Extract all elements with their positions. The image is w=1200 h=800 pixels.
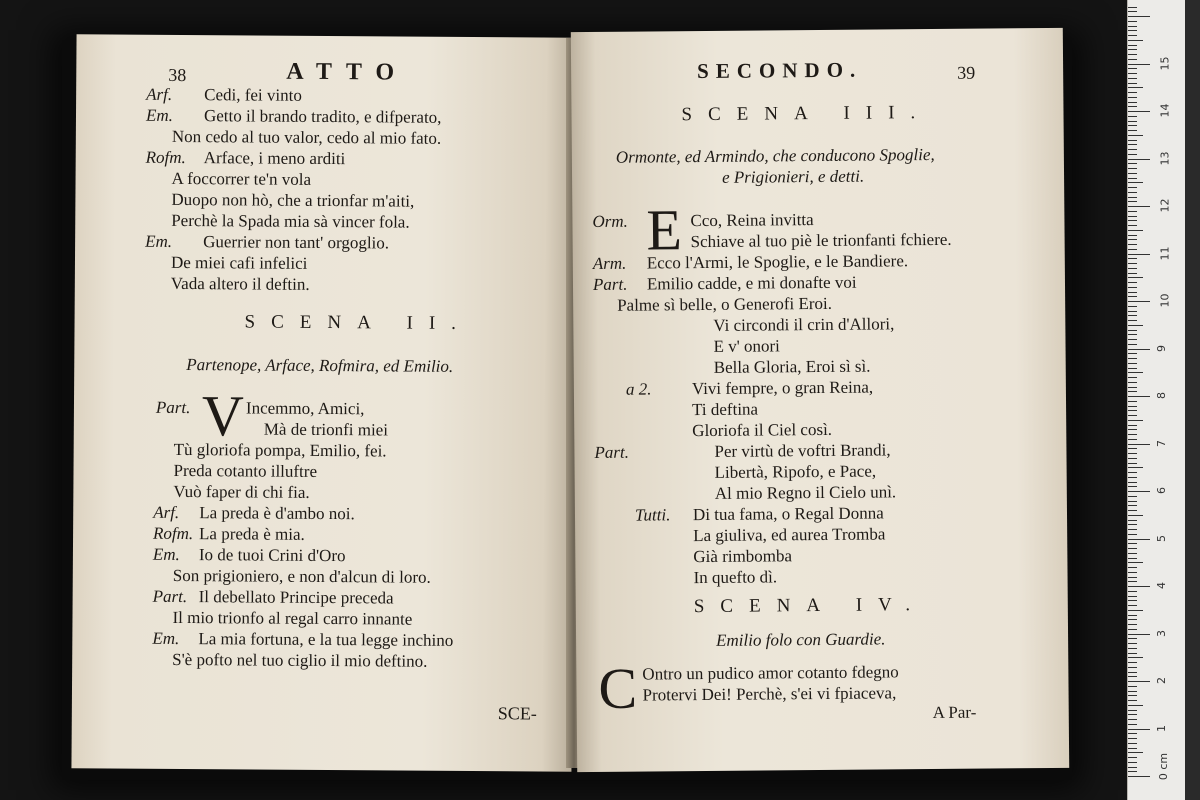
verse-line: Ti deftina (691, 399, 759, 420)
ruler-tick (1128, 358, 1137, 359)
ruler-tick (1128, 572, 1137, 573)
ruler-tick (1128, 311, 1137, 312)
ruler-tick (1128, 92, 1137, 93)
ruler-tick (1128, 505, 1137, 506)
ruler-tick (1128, 363, 1137, 364)
ruler-tick (1128, 87, 1143, 88)
ruler-number: 15 (1158, 56, 1172, 70)
ruler-tick (1128, 382, 1137, 383)
ruler-number: 12 (1158, 198, 1172, 213)
ruler-tick (1128, 197, 1137, 198)
speaker-label: Em. (145, 231, 173, 251)
ruler-tick (1128, 653, 1137, 654)
verse-line: A foccorrer te'n vola (171, 168, 312, 189)
verse-line: Vivi fempre, o gran Reina, (691, 377, 874, 399)
ruler-tick (1128, 26, 1137, 27)
ruler-tick (1128, 496, 1137, 497)
verse-line: Ecco l'Armi, le Spoglie, e le Bandiere. (646, 251, 909, 273)
ruler-tick (1128, 615, 1137, 616)
ruler-number: 6 (1155, 487, 1168, 494)
ruler-tick (1128, 629, 1137, 630)
speaker-label: Em. (145, 105, 173, 125)
ruler-tick (1128, 178, 1137, 179)
ruler-tick (1128, 11, 1137, 12)
ruler-tick (1128, 529, 1137, 530)
ruler-tick (1128, 220, 1137, 221)
ruler-tick (1128, 306, 1137, 307)
ruler-tick (1128, 282, 1137, 283)
ruler-tick (1128, 258, 1137, 259)
ruler-number: 10 (1158, 293, 1172, 308)
speaker-label: Rofm. (145, 147, 186, 168)
verse-line: Cco, Reina invitta (690, 210, 814, 231)
ruler-tick (1128, 387, 1137, 388)
verse-line: Emilio cadde, e mi donafte voi (646, 272, 857, 294)
ruler-tick (1128, 68, 1137, 69)
ruler-tick (1128, 634, 1150, 635)
drop-cap-e: E (646, 197, 683, 263)
ruler-tick (1128, 97, 1137, 98)
ruler-tick (1128, 719, 1137, 720)
ruler-tick (1128, 444, 1150, 445)
ruler-tick (1128, 453, 1137, 454)
ruler-tick (1128, 467, 1143, 468)
ruler-tick (1128, 49, 1137, 50)
ruler-tick (1128, 733, 1137, 734)
speaker-label: a 2. (625, 379, 652, 399)
ruler-tick (1128, 676, 1137, 677)
ruler-tick (1128, 111, 1150, 112)
ruler-tick (1128, 206, 1150, 207)
ruler-number: 5 (1155, 534, 1168, 542)
verse-line: Schiave al tuo piè le trionfanti fchiere. (690, 229, 952, 252)
ruler-tick (1128, 596, 1137, 597)
ruler-tick (1128, 330, 1137, 331)
verse-line: Palme sì belle, o Generofi Eroi. (617, 293, 833, 315)
ruler-tick (1128, 434, 1137, 435)
ruler-tick (1128, 619, 1137, 620)
ruler-tick (1128, 159, 1150, 160)
verse-line: Vada altero il deftin. (170, 273, 310, 294)
ruler-number: 14 (1158, 103, 1172, 118)
ruler-tick (1128, 700, 1137, 701)
ruler-tick (1128, 605, 1137, 606)
ruler-tick (1128, 140, 1137, 141)
verse-line: Arface, i meno arditi (203, 148, 346, 169)
speaker-label: Part. (592, 274, 628, 294)
ruler-tick (1128, 510, 1137, 511)
ruler-tick (1128, 643, 1137, 644)
ruler-tick (1128, 401, 1137, 402)
ruler-tick (1128, 21, 1137, 22)
ruler-tick (1128, 249, 1137, 250)
left-page (71, 34, 576, 771)
ruler-tick (1128, 296, 1137, 297)
verse-line: La preda è d'ambo noi. (199, 503, 355, 524)
ruler-tick (1128, 168, 1137, 169)
verse-line: S'è pofto nel tuo ciglio il mio deftino. (172, 649, 428, 671)
ruler-tick (1128, 396, 1150, 397)
catchword-right: A Par- (932, 702, 977, 723)
speaker-label: Em. (152, 544, 180, 564)
right-page-number: 39 (957, 62, 976, 83)
verse-line: In quefto dì. (693, 567, 778, 588)
ruler-tick (1128, 182, 1143, 183)
verse-line: Per virtù de voftri Brandi, (714, 440, 891, 461)
ruler-tick (1128, 211, 1137, 212)
ruler-tick (1128, 425, 1137, 426)
ruler-tick (1128, 391, 1137, 392)
ruler-tick (1128, 610, 1143, 611)
ruler-tick (1128, 558, 1137, 559)
ruler-tick (1128, 486, 1137, 487)
scene-2-characters: Partenope, Arface, Rofmira, ed Emilio. (186, 355, 454, 376)
ruler-tick (1128, 30, 1137, 31)
scene-3-characters-line-2: e Prigionieri, e detti. (721, 166, 865, 187)
verse-line: Perchè la Spada mia sà vincer fola. (171, 210, 410, 232)
ruler-tick (1128, 121, 1137, 122)
ruler-tick (1128, 543, 1137, 544)
verse-line: De miei cafi infelici (170, 252, 308, 273)
left-page-number: 38 (168, 64, 187, 86)
ruler-tick (1128, 681, 1150, 682)
ruler-number: 1 (1155, 724, 1168, 732)
speaker-label: Part. (155, 397, 191, 418)
verse-line: Il mio trionfo al regal carro innante (172, 607, 413, 629)
ruler-tick (1128, 54, 1137, 55)
ruler-tick (1128, 624, 1137, 625)
verse-line: Bella Gloria, Eroi sì sì. (713, 356, 871, 377)
ruler-tick (1128, 334, 1137, 335)
ruler-tick (1128, 64, 1150, 65)
speaker-label: Arm. (592, 253, 627, 273)
verse-line: Vi circondi il crin d'Allori, (713, 314, 895, 335)
catchword-left: SCE- (497, 703, 537, 724)
ruler-tick (1128, 106, 1137, 107)
ruler-tick (1128, 268, 1137, 269)
ruler-tick (1128, 767, 1137, 768)
scene-4-characters: Emilio folo con Guardie. (716, 629, 886, 650)
verse-line: Ontro un pudico amor cotanto fdegno (642, 662, 899, 684)
ruler-unit-label: 0 cm (1157, 752, 1171, 781)
speaker-label: Part. (594, 442, 630, 462)
ruler-tick (1128, 239, 1137, 240)
verse-line: Son prigioniero, e non d'alcun di loro. (172, 565, 431, 587)
speaker-label: Em. (152, 628, 180, 648)
ruler-number: 11 (1158, 246, 1172, 260)
ruler-tick (1128, 501, 1137, 502)
ruler-tick (1128, 648, 1137, 649)
ruler-tick (1128, 59, 1137, 60)
ruler-tick (1128, 695, 1137, 696)
ruler-tick (1128, 458, 1137, 459)
ruler-number: 7 (1155, 439, 1168, 447)
ruler-tick (1128, 116, 1137, 117)
ruler-tick (1128, 524, 1137, 525)
ruler-tick (1128, 591, 1137, 592)
ruler-tick (1128, 292, 1137, 293)
ruler-tick (1128, 748, 1137, 749)
verse-line: La preda è mia. (199, 524, 305, 544)
ruler-tick (1128, 420, 1143, 421)
ruler-tick (1128, 144, 1137, 145)
ruler-tick (1128, 410, 1137, 411)
ruler-tick (1128, 16, 1150, 17)
speaker-label: Arf. (153, 502, 180, 522)
verse-line: Preda cotanto illuftre (173, 460, 318, 481)
ruler-tick (1128, 729, 1150, 730)
verse-line: Protervi Dei! Perchè, s'ei vi fpiaceva, (642, 683, 897, 705)
verse-line: Al mio Regno il Cielo unì. (714, 482, 897, 503)
ruler-tick (1128, 667, 1137, 668)
ruler-tick (1128, 710, 1137, 711)
verse-line: La giuliva, ed aurea Tromba (693, 524, 886, 546)
ruler-tick (1128, 562, 1143, 563)
ruler-tick (1128, 40, 1143, 41)
verse-line: Di tua fama, o Regal Donna (692, 503, 884, 525)
measurement-ruler (1127, 0, 1186, 800)
ruler-tick (1128, 315, 1137, 316)
speaker-label: Tutti. (634, 505, 671, 525)
ruler-tick (1128, 173, 1137, 174)
ruler-tick (1128, 548, 1137, 549)
ruler-tick (1128, 287, 1137, 288)
drop-cap-v: V (201, 383, 245, 449)
ruler-number: 13 (1158, 151, 1172, 165)
ruler-tick (1128, 273, 1137, 274)
ruler-tick (1128, 149, 1137, 150)
ruler-tick (1128, 482, 1137, 483)
scene-heading-4: SCENA IV. (693, 594, 927, 618)
verse-line: Incemmo, Amici, (245, 398, 365, 419)
ruler-tick (1128, 263, 1137, 264)
ruler-tick (1128, 752, 1143, 753)
ruler-tick (1128, 78, 1137, 79)
ruler-tick (1128, 586, 1150, 587)
ruler-tick (1128, 638, 1137, 639)
ruler-number: 3 (1155, 629, 1168, 637)
drop-cap-c: C (598, 655, 638, 721)
verse-line: Getto il brando tradito, e difperato, (203, 106, 442, 127)
ruler-tick (1128, 339, 1137, 340)
ruler-tick (1128, 477, 1137, 478)
verse-line: Guerrier non tant' orgoglio. (203, 232, 390, 253)
ruler-tick (1128, 320, 1137, 321)
scene-heading-2: SCENA II. (244, 311, 473, 335)
ruler-tick (1128, 567, 1137, 568)
verse-line: Cedi, fei vinto (204, 85, 302, 105)
ruler-tick (1128, 515, 1143, 516)
ruler-tick (1128, 372, 1143, 373)
ruler-tick (1128, 45, 1137, 46)
ruler-tick (1128, 463, 1137, 464)
ruler-number: 9 (1155, 344, 1168, 352)
ruler-number: 2 (1155, 677, 1168, 684)
ruler-tick (1128, 301, 1150, 302)
ruler-tick (1128, 539, 1150, 540)
ruler-tick (1128, 353, 1137, 354)
ruler-tick (1128, 429, 1137, 430)
ruler-tick (1128, 377, 1137, 378)
ruler-tick (1128, 672, 1137, 673)
ruler-number: 8 (1155, 392, 1168, 399)
ruler-tick (1128, 163, 1137, 164)
verse-line: Libertà, Ripofo, e Pace, (714, 461, 877, 482)
ruler-tick (1128, 776, 1150, 777)
ruler-tick (1128, 553, 1137, 554)
verse-line: E v' onori (713, 336, 780, 356)
ruler-tick (1128, 762, 1137, 763)
left-running-head: ATTO (286, 58, 409, 86)
verse-line: Vuò faper di chi fia. (173, 481, 310, 502)
verse-line: Tù gloriofa pompa, Emilio, fei. (173, 439, 387, 461)
ruler-tick (1128, 657, 1143, 658)
ruler-tick (1128, 581, 1137, 582)
ruler-tick (1128, 738, 1137, 739)
ruler-tick (1128, 771, 1137, 772)
ruler-tick (1128, 472, 1137, 473)
ruler-tick (1128, 757, 1137, 758)
ruler-tick (1128, 325, 1143, 326)
ruler-edge (1185, 0, 1200, 800)
verse-line: Non cedo al tuo valor, cedo al mio fato. (171, 126, 442, 148)
ruler-tick (1128, 216, 1137, 217)
ruler-tick (1128, 534, 1137, 535)
ruler-tick (1128, 130, 1137, 131)
ruler-number: 4 (1155, 582, 1168, 589)
ruler-tick (1128, 225, 1137, 226)
ruler-tick (1128, 7, 1137, 8)
speaker-label: Part. (152, 586, 188, 607)
ruler-tick (1128, 705, 1143, 706)
ruler-tick (1128, 368, 1137, 369)
ruler-tick (1128, 254, 1150, 255)
ruler-tick (1128, 154, 1137, 155)
ruler-tick (1128, 577, 1137, 578)
ruler-tick (1128, 235, 1137, 236)
speaker-label: Rofm. (153, 523, 194, 544)
ruler-tick (1128, 187, 1137, 188)
verse-line: Duopo non hò, che a trionfar m'aiti, (171, 189, 415, 211)
verse-line: Gloriofa il Ciel così. (692, 419, 833, 441)
ruler-tick (1128, 201, 1137, 202)
ruler-tick (1128, 415, 1137, 416)
ruler-tick (1128, 691, 1137, 692)
ruler-tick (1128, 230, 1143, 231)
ruler-tick (1128, 102, 1137, 103)
ruler-tick (1128, 439, 1137, 440)
right-page (571, 28, 1069, 772)
ruler-tick (1128, 714, 1137, 715)
verse-line: Il debellato Principe preceda (198, 587, 394, 608)
ruler-tick (1128, 406, 1137, 407)
ruler-tick (1128, 600, 1137, 601)
ruler-tick (1128, 83, 1137, 84)
ruler-tick (1128, 73, 1137, 74)
ruler-tick (1128, 344, 1137, 345)
verse-line: La mia fortuna, e la tua legge inchino (198, 629, 454, 650)
speaker-label: Arf. (146, 84, 173, 104)
ruler-tick (1128, 448, 1137, 449)
ruler-tick (1128, 743, 1137, 744)
scene-heading-3: SCENA III. (681, 102, 932, 126)
ruler-tick (1128, 192, 1137, 193)
ruler-tick (1128, 35, 1137, 36)
verse-line: Già rimbomba (693, 546, 793, 567)
verse-line: Mà de trionfi miei (263, 419, 389, 440)
verse-line: Io de tuoi Crini d'Oro (198, 545, 346, 566)
ruler-tick (1128, 686, 1137, 687)
ruler-tick (1128, 135, 1143, 136)
ruler-tick (1128, 491, 1150, 492)
ruler-tick (1128, 125, 1137, 126)
right-running-head: SECONDO. (697, 57, 863, 84)
ruler-tick (1128, 349, 1150, 350)
ruler-tick (1128, 662, 1137, 663)
ruler-tick (1128, 520, 1137, 521)
ruler-tick (1128, 724, 1137, 725)
speaker-label: Orm. (592, 211, 628, 231)
scene-3-characters-line-1: Ormonte, ed Armindo, che conducono Spoglie, (615, 144, 935, 167)
ruler-tick (1128, 277, 1143, 278)
ruler-tick (1128, 244, 1137, 245)
